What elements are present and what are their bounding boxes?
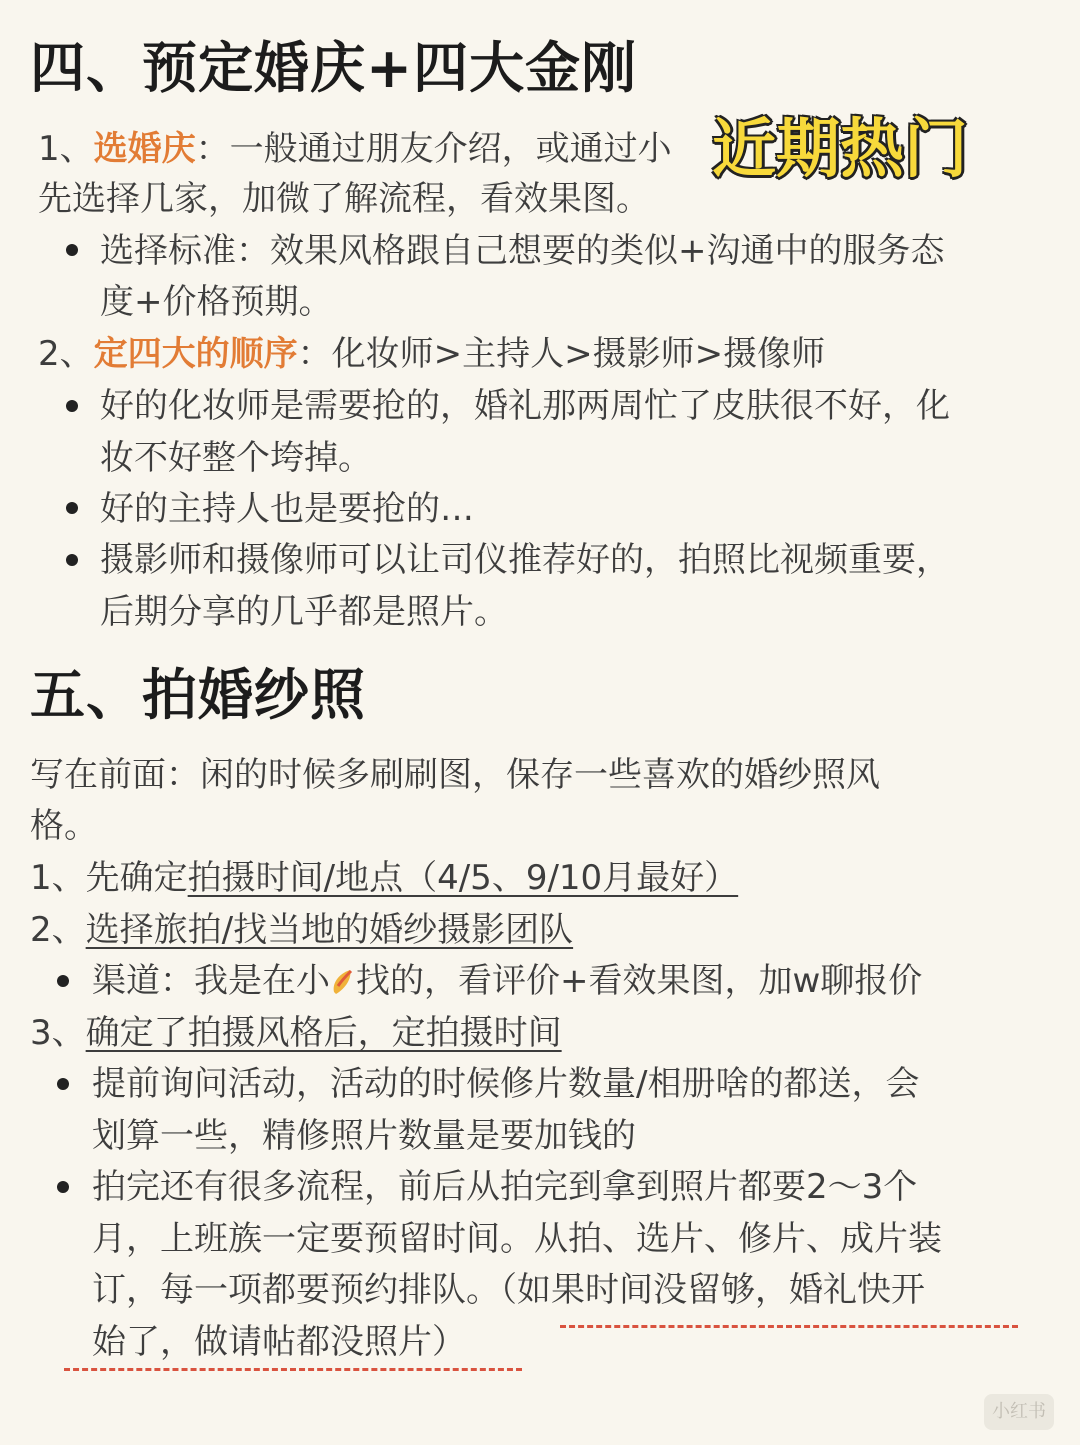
dashed-underline [64,1368,522,1371]
step-3-line [30,1008,562,1058]
item-number: 1、 [38,129,94,169]
bullet-4-line-1: 摄影师和摄像师可以让司仪推荐好的，拍照比视频重要， [100,540,950,580]
channel-text-after: 找的，看评价+看效果图，加w聊报价 [356,961,923,1001]
intro-line-1: 写在前面：闲的时候多刷刷图，保存一些喜欢的婚纱照风 [30,755,880,795]
step-underlined: 选择旅拍/找当地的婚纱摄影团队 [85,910,574,950]
hot-badge: 近期热门 [712,113,968,187]
section-5-title: 五、拍婚纱照 [30,663,367,727]
bullet-2-line-1: 好的化妆师是需要抢的，婚礼那两周忙了皮肤很不好，化 [100,386,950,426]
item-keyword: 选婚庆 [93,129,196,169]
item-1-line-1 [38,124,672,174]
bullet-process-line-2: 月，上班族一定要预留时间。从拍、选片、修片、成片装 [92,1219,942,1259]
step-prefix: 2、 [30,910,86,950]
item-keyword: 定四大的顺序 [93,334,298,374]
step-prefix: 3、 [30,1013,86,1053]
step-underlined: 确定了拍摄风格后，定拍摄时间 [85,1013,562,1053]
channel-text-before: 渠道：我是在小 [92,961,330,1001]
bullet-4-line-2: 后期分享的几乎都是照片。 [100,592,508,632]
watermark-logo: 小红书 [984,1394,1054,1430]
bullet-activity-line-1: 提前询问活动，活动的时候修片数量/相册啥的都送，会 [92,1064,920,1104]
item-text: ：化妆师>主持人>摄影师>摄像师 [297,334,826,374]
bullet-dot [57,1078,69,1090]
xiaohongshu-icon [330,960,356,990]
bullet-dot [66,400,78,412]
item-number: 2、 [38,334,94,374]
bullet-3-line: 好的主持人也是要抢的… [100,489,474,529]
item-2-line [38,329,825,379]
bullet-dot [66,554,78,566]
item-text: ：一般通过朋友介绍，或通过小 [195,129,672,169]
channel-line [92,956,922,1006]
bullet-dot [66,502,78,514]
step-1-line [30,853,738,903]
bullet-process-line-3: 订，每一项都要预约排队。（如果时间没留够，婚礼快开 [92,1270,925,1310]
bullet-2-line-2: 妆不好整个垮掉。 [100,438,372,478]
dashed-underline [560,1325,1018,1328]
bullet-process-line-1: 拍完还有很多流程，前后从拍完到拿到照片都要2～3个 [92,1167,918,1207]
section-4-title: 四、预定婚庆+四大金刚 [30,36,638,100]
intro-line-2: 格。 [30,806,98,846]
bullet-1-line-1: 选择标准：效果风格跟自己想要的类似+沟通中的服务态 [100,231,945,271]
step-prefix: 1、先确定 [30,858,188,898]
bullet-dot [57,975,69,987]
step-underlined: 拍摄时间/地点（4/5、9/10月最好） [187,858,739,898]
step-2-line [30,905,573,955]
bullet-process-line-4: 始了，做请帖都没照片） [92,1322,466,1362]
bullet-dot [66,244,78,256]
bullet-1-line-2: 度+价格预期。 [100,282,333,322]
item-1-line-2: 先选择几家，加微了解流程，看效果图。 [38,179,650,219]
bullet-dot [57,1181,69,1193]
bullet-activity-line-2: 划算一些，精修照片数量是要加钱的 [92,1116,636,1156]
